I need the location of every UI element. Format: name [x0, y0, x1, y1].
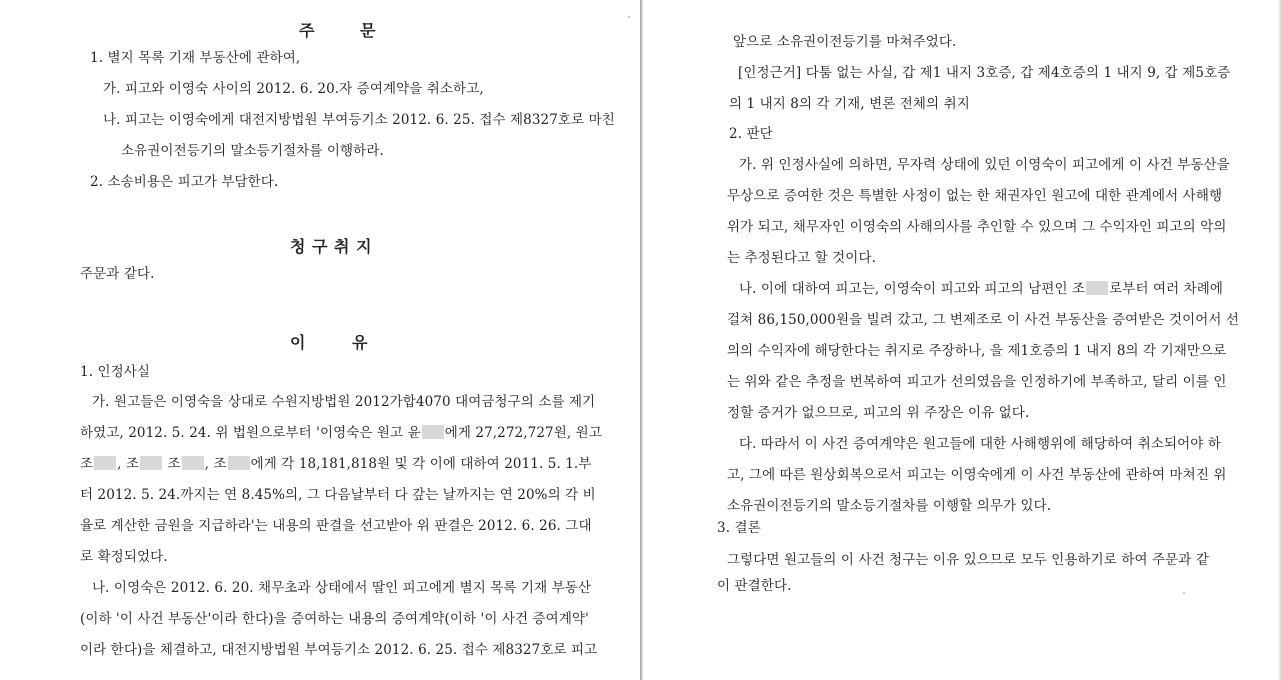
order-1-na-line1: 나. 피고는 이영숙에게 대전지방법원 부여등기소 2012. 6. 25. 접수 제8327호로 마친	[103, 112, 615, 128]
fact-ga-line4: 터 2012. 5. 24.까지는 연 8.45%의, 그 다음날부터 다 갚는 날까지는 연 20%의 각 비	[80, 487, 596, 503]
fact-na-line2: (이하 '이 사건 부동산'이라 한다)을 증여하는 내용의 증여계약(이하 '이 사건 증여계약'	[80, 611, 589, 627]
order-2: 2. 소송비용은 피고가 부담한다.	[90, 174, 279, 190]
right-page	[643, 0, 1282, 680]
order-1: 1. 별지 목록 기재 부동산에 관하여,	[90, 50, 301, 66]
claim-text: 주문과 같다.	[80, 266, 155, 282]
judgment-na-line1	[739, 281, 1223, 297]
judgment-ga-line1: 가. 위 인정사실에 의하면, 무자력 상태에 있던 이영숙이 피고에게 이 사건 부동산을	[739, 157, 1230, 173]
scan-speck	[628, 16, 630, 18]
judgment-da-line2: 고, 그에 따른 원상회복으로서 피고는 이영숙에게 이 사건 부동산에 관하여 마쳐진 위	[727, 467, 1227, 483]
scan-speck	[1183, 592, 1185, 594]
redaction-box	[94, 456, 116, 470]
judgment-da-line1: 다. 따라서 이 사건 증여계약은 원고들에 대한 사해행위에 해당하여 취소되어야 하	[739, 436, 1221, 452]
fact-ga-line5: 율로 계산한 금원을 지급하라'는 내용의 판결을 선고받아 위 판결은 2012. 6. 26. 그대	[80, 518, 592, 534]
comma: ,	[204, 456, 210, 472]
fact-ga-line3	[80, 456, 591, 472]
page-edge	[1278, 0, 1282, 680]
name-jo-4: 조	[213, 456, 227, 472]
fact-ga-line2-b: 에게 27,272,727원, 원고	[444, 425, 602, 441]
basis-line2: 의 1 내지 8의 각 기재, 변론 전체의 취지	[729, 96, 970, 112]
judgment-na-line5: 정할 증거가 없으므로, 피고의 위 주장은 이유 없다.	[727, 405, 1030, 421]
judgment-na-line1-a: 나. 이에 대하여 피고는, 이영숙이 피고와 피고의 남편인 조	[739, 281, 1086, 297]
conclusion-line1: 그렇다면 원고들의 이 사건 청구는 이유 있으므로 모두 인용하기로 하여 주문과 같	[727, 552, 1209, 568]
judgment-heading: 2. 판단	[729, 126, 773, 142]
judgment-ga-line2: 무상으로 증여한 것은 특별한 사정이 없는 한 채권자인 원고에 대한 관계에서 사해행	[727, 188, 1223, 204]
judgment-ga-line4: 는 추정된다고 할 것이다.	[727, 250, 876, 266]
fact-ga-line1: 가. 원고들은 이영숙을 상대로 수원지방법원 2012가합4070 대여금청구의 소를 제기	[92, 394, 596, 410]
name-jo-3: 조	[167, 456, 181, 472]
conclusion-line2: 이 판결한다.	[717, 578, 792, 594]
claim-heading: 청 구 취 지	[290, 237, 373, 256]
name-jo-1: 조	[80, 456, 94, 472]
judgment-na-line2: 걸쳐 86,150,000원을 빌려 갔고, 그 변제조로 이 사건 부동산을 증여받은 것이어서 선	[727, 312, 1240, 328]
basis-line1: [인정근거] 다툼 없는 사실, 갑 제1 내지 3호증, 갑 제4호증의 1 내지 9, 갑 제5호증	[738, 65, 1231, 81]
fact-heading: 1. 인정사실	[80, 364, 151, 380]
judgment-ga-line3: 위가 되고, 채무자인 이영숙의 사해의사를 추인할 수 있으며 그 수익자인 피고의 악의	[727, 219, 1227, 235]
fact-ga-line3-tail: 에게 각 18,181,818원 및 각 이에 대하여 2011. 5. 1.부	[250, 456, 592, 472]
redaction-box	[422, 425, 444, 439]
judgment-na-line3: 의의 수익자에 해당한다는 취지로 주장하나, 을 제1호증의 1 내지 8의 각 기재만으로	[727, 343, 1227, 359]
redaction-box	[1086, 281, 1108, 295]
conclusion-heading: 3. 결론	[717, 520, 761, 536]
fact-ga-line2	[80, 425, 602, 441]
order-1-ga: 가. 피고와 이영숙 사이의 2012. 6. 20.자 증여계약을 취소하고,	[103, 81, 484, 97]
fact-na-line3: 이라 한다)을 체결하고, 대전지방법원 부여등기소 2012. 6. 25. 접수 제8327호로 피고	[80, 642, 598, 658]
heading-ju: 주	[299, 21, 315, 40]
order-1-na-line2: 소유권이전등기의 말소등기절차를 이행하라.	[121, 143, 384, 159]
redaction-box	[182, 456, 204, 470]
fact-na-line1: 나. 이영숙은 2012. 6. 20. 채무초과 상태에서 딸인 피고에게 별지 목록 기재 부동산	[92, 580, 592, 596]
name-jo-2: , 조	[117, 456, 140, 472]
right-line1: 앞으로 소유권이전등기를 마쳐주었다.	[733, 34, 957, 50]
reason-heading-i: 이	[290, 333, 306, 352]
redaction-box	[228, 456, 250, 470]
fact-ga-line2-a: 하였고, 2012. 5. 24. 위 법원으로부터 '이영숙은 원고 윤	[80, 425, 421, 441]
reason-heading-yu: 유	[352, 333, 368, 352]
judgment-na-line4: 는 위와 같은 추정을 번복하여 피고가 선의였음을 인정하기에 부족하고, 달리 이를 인	[727, 374, 1227, 390]
fact-ga-line6: 로 확정되었다.	[80, 549, 168, 565]
judgment-da-line3: 소유권이전등기의 말소등기절차를 이행할 의무가 있다.	[727, 498, 1052, 514]
redaction-box	[140, 456, 162, 470]
judgment-na-line1-b: 로부터 여러 차례에	[1109, 281, 1224, 297]
heading-mun: 문	[360, 21, 376, 40]
